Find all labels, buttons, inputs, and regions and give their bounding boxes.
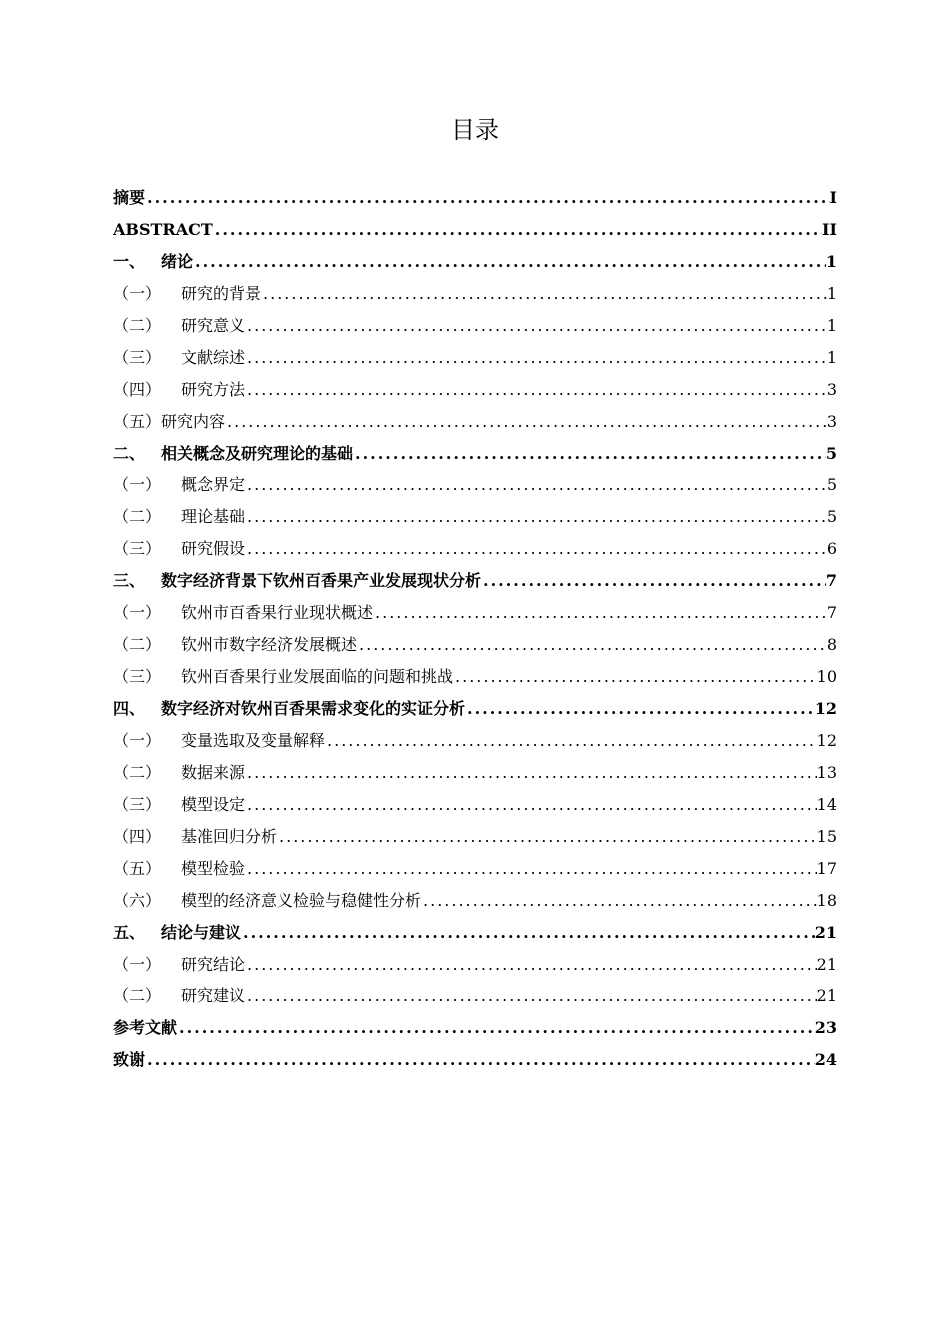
- toc-entry-label: 致谢: [113, 1050, 146, 1070]
- toc-entry-page: 21: [816, 986, 837, 1006]
- dot-leader: [245, 342, 827, 374]
- dot-leader: [325, 725, 817, 757]
- toc-entry[interactable]: [113, 1012, 837, 1044]
- toc-entry-title: [113, 949, 245, 981]
- toc-entry-number: （二）: [113, 507, 162, 527]
- toc-entry[interactable]: [113, 246, 837, 278]
- toc-entry-label: 参考文献: [113, 1018, 178, 1038]
- toc-entry-label: 钦州市百香果行业现状概述: [181, 603, 374, 623]
- toc-entry[interactable]: [113, 949, 837, 981]
- toc-entry-page: II: [822, 219, 837, 239]
- dot-leader: [245, 374, 827, 406]
- toc-entry-page: 12: [814, 699, 837, 718]
- toc-entry-number: 三、: [113, 571, 146, 591]
- toc-entry-title: [113, 374, 245, 406]
- toc-entry-page: 14: [816, 794, 837, 814]
- dot-leader: [245, 533, 827, 565]
- toc-entry-title: [113, 310, 245, 342]
- dot-leader: [277, 821, 817, 853]
- toc-entry-number: 一、: [113, 251, 146, 271]
- toc-entry-number: （一）: [113, 603, 162, 623]
- toc-entry-page: 23: [814, 1018, 837, 1038]
- toc-entry-title: [113, 469, 245, 501]
- dot-leader: [225, 406, 827, 438]
- toc-entry-number: （四）: [113, 379, 162, 399]
- toc-entry[interactable]: [113, 693, 837, 725]
- toc-entry-title: [113, 629, 357, 661]
- toc-entry[interactable]: [113, 214, 837, 246]
- toc-entry-page: 1: [825, 251, 837, 271]
- toc-entry-title: [113, 821, 277, 853]
- toc-entry-number: （三）: [113, 794, 162, 814]
- toc-entry-title: [113, 757, 245, 789]
- toc-entry-label: 数字经济背景下钦州百香果产业发展现状分析: [161, 571, 482, 591]
- dot-leader: [261, 278, 827, 310]
- toc-entry-number: （四）: [113, 826, 162, 846]
- dot-leader: [245, 789, 817, 821]
- toc-entry[interactable]: [113, 374, 837, 406]
- toc-entry[interactable]: [113, 980, 837, 1012]
- toc-entry-label: 绪论: [161, 251, 194, 271]
- dot-leader: [145, 1044, 815, 1076]
- toc-entry-page: 15: [816, 826, 837, 846]
- dot-leader: [357, 629, 827, 661]
- dot-leader: [373, 597, 827, 629]
- dot-leader: [241, 917, 815, 949]
- toc-entry[interactable]: [113, 501, 837, 533]
- toc-entry-number: （二）: [113, 986, 162, 1006]
- toc-entry-title: [113, 980, 245, 1012]
- dot-leader: [213, 214, 822, 246]
- toc-entry[interactable]: [113, 342, 837, 374]
- toc-entry-title: [113, 501, 245, 533]
- toc-entry[interactable]: [113, 821, 837, 853]
- toc-entry[interactable]: [113, 661, 837, 693]
- toc-entry[interactable]: [113, 469, 837, 501]
- toc-entry-page: 1: [826, 347, 837, 367]
- toc-entry[interactable]: [113, 917, 837, 949]
- toc-entry-page: 24: [814, 1050, 837, 1070]
- toc-entry-label: 摘要: [113, 188, 146, 207]
- toc-entry-title: [113, 853, 245, 885]
- toc-entry-number: 二、: [113, 443, 146, 463]
- toc-entry[interactable]: [113, 725, 837, 757]
- dot-leader: [245, 501, 827, 533]
- toc-entry-label: 文献综述: [181, 347, 246, 367]
- toc-entry-label: 结论与建议: [161, 922, 242, 942]
- toc-entry-title: [113, 597, 373, 629]
- dot-leader: [245, 980, 817, 1012]
- toc-entry[interactable]: [113, 565, 837, 597]
- dot-leader: [245, 853, 817, 885]
- toc-entry-number: 五、: [113, 922, 146, 942]
- toc-entry-title: [113, 246, 193, 278]
- toc-entry-page: 7: [825, 571, 837, 591]
- toc-entry-label: 研究结论: [181, 954, 246, 974]
- toc-entry[interactable]: [113, 789, 837, 821]
- toc-entry-label: 模型设定: [181, 794, 246, 814]
- toc-entry[interactable]: [113, 533, 837, 565]
- toc-entry-page: 8: [826, 635, 837, 655]
- toc-entry-number: （六）: [113, 890, 162, 910]
- toc-entry[interactable]: [113, 438, 837, 470]
- toc-entry-number: （三）: [113, 667, 162, 687]
- toc-entry-label: 研究方法: [181, 379, 246, 399]
- toc-entry-page: 5: [825, 443, 837, 463]
- toc-entry[interactable]: [113, 597, 837, 629]
- toc-entry-page: 10: [816, 667, 837, 687]
- toc-entry-label: 变量选取及变量解释: [181, 730, 326, 750]
- toc-entry-page: 6: [826, 539, 837, 559]
- toc-entry-title: [113, 789, 245, 821]
- dot-leader: [353, 438, 826, 470]
- toc-entry[interactable]: [113, 629, 837, 661]
- toc-entry-title: [113, 533, 245, 565]
- dot-leader: [177, 1012, 815, 1044]
- toc-entry-label: 研究建议: [181, 986, 246, 1006]
- toc-entry[interactable]: [113, 1044, 837, 1076]
- toc-entry-title: [113, 182, 145, 214]
- toc-entry-label: 研究的背景: [181, 283, 262, 303]
- toc-entry[interactable]: [113, 885, 837, 917]
- toc-entry-title: [113, 342, 245, 374]
- toc-entry-number: （一）: [113, 954, 162, 974]
- toc-entry-page: 3: [826, 411, 837, 431]
- toc-entry-number: （三）: [113, 539, 162, 559]
- toc-entry-number: （一）: [113, 730, 162, 750]
- toc-entry-title: [113, 1012, 177, 1044]
- toc-entry-page: 3: [826, 379, 837, 399]
- toc-entry-label: 模型检验: [181, 858, 246, 878]
- toc-entry-page: 1: [826, 283, 837, 303]
- toc-entry-number: （二）: [113, 315, 162, 335]
- toc-entry-title: [113, 565, 481, 597]
- dot-leader: [465, 693, 815, 725]
- toc-entry-label: 研究假设: [181, 539, 246, 559]
- toc-entry-title: [113, 885, 421, 917]
- toc-entry[interactable]: [113, 853, 837, 885]
- dot-leader: [245, 310, 827, 342]
- toc-entry-title: [113, 438, 353, 470]
- toc-entry-page: 1: [826, 315, 837, 335]
- toc-entry-label: 模型的经济意义检验与稳健性分析: [181, 890, 422, 910]
- toc-entry-label: 相关概念及研究理论的基础: [161, 443, 354, 463]
- toc-entry-number: （一）: [113, 475, 162, 495]
- toc-entry-page: 5: [826, 507, 837, 527]
- dot-leader: [145, 182, 830, 214]
- toc-entry-page: I: [829, 188, 837, 207]
- toc-entry-label: （五）研究内容: [113, 411, 226, 431]
- toc-entry-title: [113, 661, 453, 693]
- toc-entry[interactable]: [113, 406, 837, 438]
- dot-leader: [481, 565, 826, 597]
- toc-entry-title: [113, 214, 213, 246]
- dot-leader: [245, 949, 817, 981]
- toc-entry[interactable]: [113, 757, 837, 789]
- toc-entry-number: （五）: [113, 858, 162, 878]
- toc-entry-title: [113, 725, 325, 757]
- dot-leader: [453, 661, 817, 693]
- dot-leader: [245, 469, 827, 501]
- toc-entry-title: [113, 1044, 145, 1076]
- toc-entry-label: 概念界定: [181, 475, 246, 495]
- toc-entry-number: （二）: [113, 635, 162, 655]
- toc-entry-number: （二）: [113, 762, 162, 782]
- toc-entry-title: [113, 406, 225, 438]
- toc-entry-label: ABSTRACT: [113, 219, 213, 239]
- toc-entry[interactable]: [113, 310, 837, 342]
- toc-entry[interactable]: [113, 278, 837, 310]
- toc-entry-page: 5: [826, 475, 837, 495]
- toc-entry-page: 7: [826, 603, 837, 623]
- toc-entry-page: 12: [816, 730, 837, 750]
- toc-entry-label: 钦州百香果行业发展面临的问题和挑战: [181, 667, 454, 687]
- toc-entry-title: [113, 917, 241, 949]
- toc-entry-page: 21: [816, 954, 837, 974]
- table-of-contents: [113, 182, 837, 1076]
- toc-entry-label: 数字经济对钦州百香果需求变化的实证分析: [161, 699, 466, 718]
- toc-entry-label: 基准回归分析: [181, 826, 278, 846]
- toc-entry-number: （三）: [113, 347, 162, 367]
- toc-entry-label: 钦州市数字经济发展概述: [181, 635, 358, 655]
- toc-entry-page: 18: [816, 890, 837, 910]
- dot-leader: [193, 246, 826, 278]
- dot-leader: [245, 757, 817, 789]
- toc-entry-label: 数据来源: [181, 762, 246, 782]
- toc-entry-title: [113, 278, 261, 310]
- dot-leader: [421, 885, 817, 917]
- toc-entry-page: 17: [816, 858, 837, 878]
- page-title: 目录: [451, 116, 499, 144]
- toc-entry-page: 21: [814, 922, 837, 942]
- toc-entry-label: 研究意义: [181, 315, 246, 335]
- toc-entry-number: （一）: [113, 283, 162, 303]
- toc-entry-title: [113, 693, 465, 725]
- toc-entry-page: 13: [816, 762, 837, 782]
- toc-entry-number: 四、: [113, 699, 146, 718]
- toc-entry-label: 理论基础: [181, 507, 246, 527]
- toc-entry[interactable]: [113, 182, 837, 214]
